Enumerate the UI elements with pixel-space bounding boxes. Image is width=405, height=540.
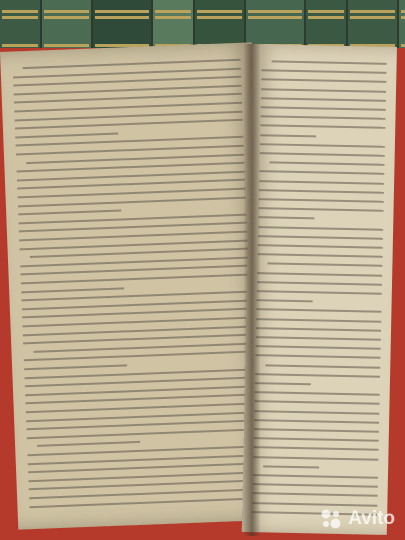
text-line xyxy=(21,274,249,285)
text-line xyxy=(260,115,385,120)
text-line xyxy=(255,382,311,385)
spine-band xyxy=(197,10,242,13)
text-line xyxy=(254,447,379,452)
text-line xyxy=(261,97,386,102)
spine-band xyxy=(308,16,344,19)
spine-band xyxy=(401,16,405,19)
spine-band xyxy=(155,10,191,13)
text-line xyxy=(253,483,378,488)
text-line xyxy=(272,60,387,64)
spine-band xyxy=(44,16,89,19)
text-line xyxy=(255,355,380,360)
text-line xyxy=(37,441,140,447)
text-line xyxy=(257,281,382,286)
text-line xyxy=(258,253,383,258)
text-line xyxy=(258,217,314,220)
text-line xyxy=(15,119,243,130)
text-line xyxy=(257,272,382,277)
text-line xyxy=(256,309,381,314)
spine-band xyxy=(308,10,344,13)
text-line xyxy=(252,502,377,507)
text-line xyxy=(259,198,384,203)
text-line xyxy=(24,351,252,362)
text-line xyxy=(269,162,384,166)
spine-band xyxy=(401,44,405,47)
text-line xyxy=(253,493,378,498)
book-gutter xyxy=(244,44,260,536)
spine-band xyxy=(95,10,149,13)
text-line xyxy=(23,59,241,69)
text-line xyxy=(260,125,385,130)
text-line xyxy=(258,226,383,231)
text-line xyxy=(265,364,380,368)
text-line xyxy=(253,456,378,461)
text-line xyxy=(256,345,381,350)
spine-band xyxy=(350,16,395,19)
spine-band xyxy=(44,10,89,13)
spine-band xyxy=(2,44,38,47)
spine-band xyxy=(248,16,302,19)
spine-band xyxy=(2,10,38,13)
spine-band xyxy=(155,16,191,19)
text-line xyxy=(256,327,381,332)
text-line xyxy=(33,342,251,352)
spine-band xyxy=(95,16,149,19)
watermark-text: Avito xyxy=(348,508,395,529)
text-line xyxy=(261,106,386,111)
text-line xyxy=(260,152,385,157)
text-line xyxy=(26,153,244,163)
text-line xyxy=(254,428,379,433)
text-line xyxy=(259,171,384,176)
spine-band xyxy=(44,44,89,47)
text-line xyxy=(261,79,386,84)
text-line xyxy=(29,497,257,508)
text-line xyxy=(267,263,382,267)
text-line xyxy=(254,419,379,424)
text-line xyxy=(259,189,384,194)
text-line xyxy=(258,235,383,240)
text-line xyxy=(21,287,124,293)
text-line xyxy=(18,210,121,216)
text-line xyxy=(257,290,382,295)
text-line xyxy=(27,428,255,439)
text-line xyxy=(15,132,118,138)
text-line xyxy=(254,410,379,415)
text-line xyxy=(256,336,381,341)
text-line xyxy=(30,248,248,258)
text-line xyxy=(256,318,381,323)
text-line xyxy=(255,373,380,378)
text-line xyxy=(263,465,319,468)
avito-logo-icon xyxy=(320,508,342,530)
text-line xyxy=(18,196,246,207)
text-line xyxy=(255,391,380,396)
text-line xyxy=(260,134,316,137)
text-line xyxy=(259,180,384,185)
text-line xyxy=(24,364,127,370)
text-line xyxy=(261,69,386,74)
spine-band xyxy=(197,16,242,19)
right-page xyxy=(242,44,397,535)
text-line xyxy=(260,143,385,148)
text-line xyxy=(257,299,313,302)
text-line xyxy=(254,437,379,442)
text-line xyxy=(254,401,379,406)
avito-watermark xyxy=(320,508,395,530)
spine-band xyxy=(248,10,302,13)
text-line xyxy=(259,207,384,212)
spine-band xyxy=(350,10,395,13)
text-line xyxy=(258,244,383,249)
spine-band xyxy=(2,16,38,19)
spine-band xyxy=(401,10,405,13)
text-line xyxy=(253,474,378,479)
left-page xyxy=(0,42,270,529)
text-line xyxy=(261,88,386,93)
